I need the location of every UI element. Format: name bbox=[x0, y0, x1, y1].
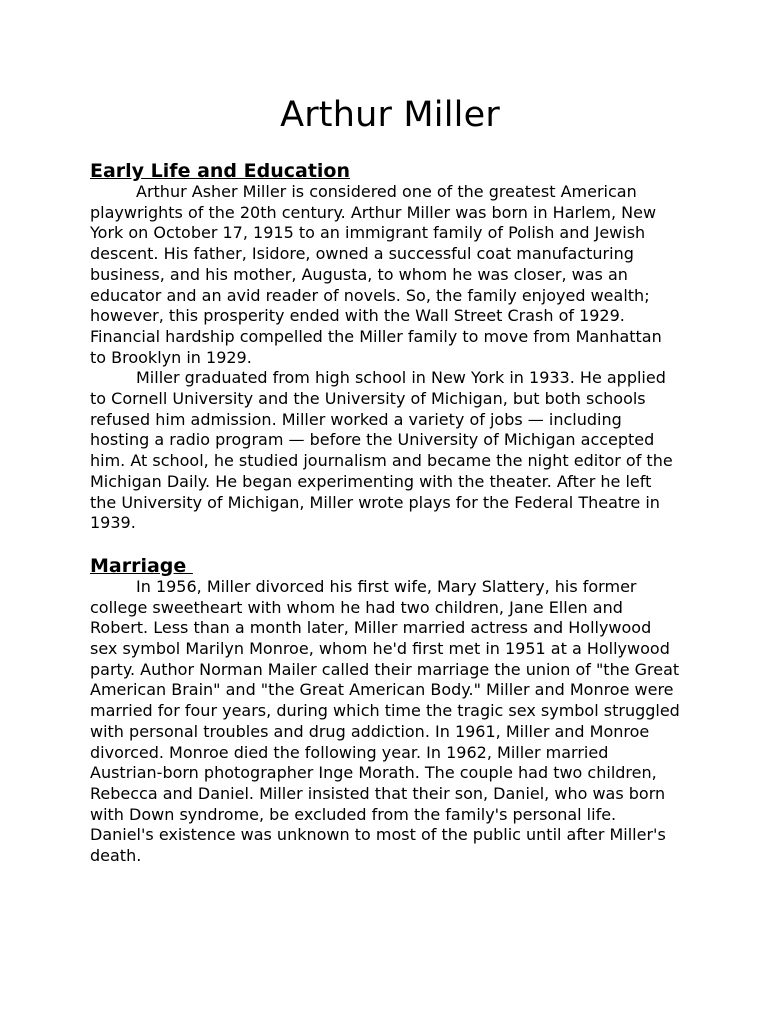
document-title: Arthur Miller bbox=[280, 95, 500, 135]
section-heading-marriage: Marriage bbox=[90, 554, 193, 577]
section-heading-early-life: Early Life and Education bbox=[90, 160, 350, 182]
paragraph: In 1956, Miller divorced his first wife, Mary Slattery, his former college sweetheart with whom he had two children, Jane Ellen and Robert. Less than a month later, Miller married actress and Hollywood sex symbol Marilyn Monroe, whom he'd first met in 1951 at a Hollywood party. Author Norman Mailer called their marriage the union of "the Great American Brain" and "the Great American Body." Miller and Monroe were married for four years, during which time the tragic sex symbol struggled with personal troubles and drug addiction. In 1961, Miller and Monroe divorced. Monroe died the following year. In 1962, Miller married Austrian-born photographer Inge Morath. The couple had two children, Rebecca and Daniel. Miller insisted that their son, Daniel, who was born with Down syndrome, be excluded from the family's personal life. Daniel's existence was unknown to most of the public until after Miller's death. bbox=[90, 576, 680, 866]
section-marriage bbox=[90, 555, 690, 867]
section-spacer bbox=[90, 534, 690, 555]
paragraph: Arthur Asher Miller is considered one of the greatest American playwrights of the 20th century. Arthur Miller was born in Harlem, New York on October 17, 1915 to an immigrant family of Polish and Jewish descent. His father, Isidore, owned a successful coat manufacturing business, and his mother, Augusta, to whom he was closer, was an educator and an avid reader of novels. So, the family enjoyed wealth; however, this prosperity ended with the Wall Street Crash of 1929. Financial hardship compelled the Miller family to move from Manhattan to Brooklyn in 1929. bbox=[90, 182, 662, 367]
document-page bbox=[90, 92, 690, 867]
section-early-life bbox=[90, 160, 690, 534]
paragraph: Miller graduated from high school in New York in 1933. He applied to Cornell University and the University of Michigan, but both schools refused him admission. Miller worked a variety of jobs — including hosting a radio program — before the University of Michigan accepted him. At school, he studied journalism and became the night editor of the Michigan Daily. He began experimenting with the theater. After he left the University of Michigan, Miller wrote plays for the Federal Theatre in 1939. bbox=[90, 368, 673, 533]
